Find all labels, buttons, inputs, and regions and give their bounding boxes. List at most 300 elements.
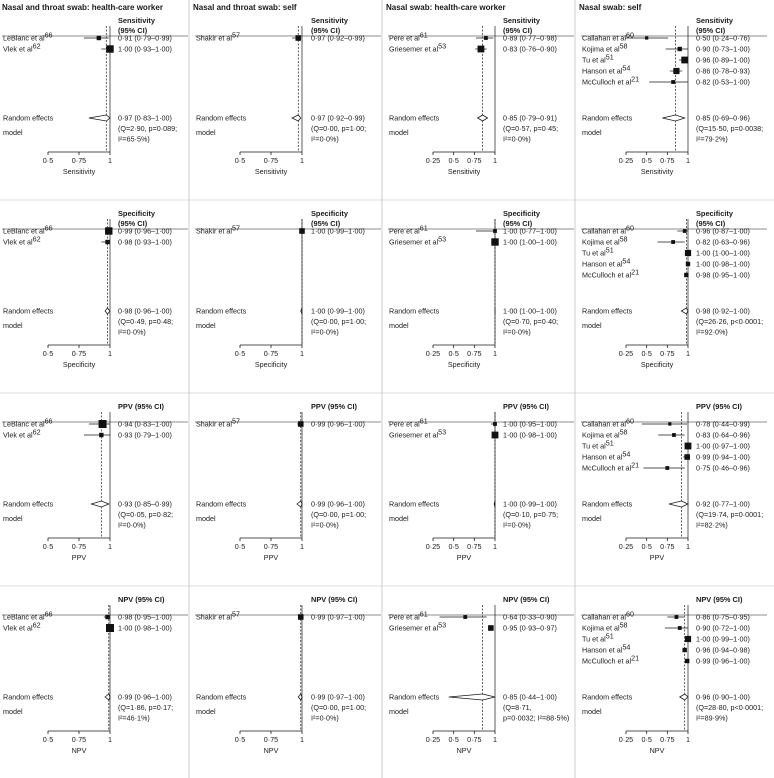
pooled-ci-text: 1·00 (1·00–1·00) (503, 306, 557, 316)
pooled-label: model (582, 707, 602, 716)
x-axis-label: Specificity (447, 360, 481, 369)
study-ref-superscript: 62 (32, 427, 41, 437)
pooled-label: model (582, 128, 602, 137)
study-ref-superscript: 54 (622, 449, 631, 459)
study-ci-text: 0·50 (0·24–0·76) (696, 33, 750, 43)
study-ref-superscript: 51 (605, 245, 614, 255)
metric-header: Specificity (311, 209, 348, 218)
pooled-label: model (196, 707, 216, 716)
study-point-square (493, 422, 497, 426)
study-ci-text: 1·00 (0·95–1·00) (503, 419, 557, 429)
pooled-i2-text: I²=79·2%) (696, 134, 728, 144)
pooled-heterogeneity-text: (Q=1·86, p=0·17; (118, 703, 174, 712)
x-tick-label: 0·75 (71, 735, 87, 744)
study-point-square (97, 36, 101, 40)
x-axis-label: Specificity (640, 360, 674, 369)
study-ci-text: 0·82 (0·53–1·00) (696, 77, 750, 87)
study-ci-text: 0·93 (0·79–1·00) (118, 430, 172, 440)
pooled-label: model (582, 321, 602, 330)
x-tick-label: 1 (300, 735, 304, 744)
study-label: Tu et al51 (582, 438, 614, 451)
x-tick-label: 0·75 (660, 735, 675, 744)
study-point-square (673, 68, 679, 74)
study-point-square (671, 240, 675, 244)
pooled-label: model (3, 707, 23, 716)
x-axis-label: PPV (649, 553, 665, 562)
column-title-n-hcw: Nasal swab: health-care worker (386, 3, 506, 12)
x-axis-label: Sensitivity (640, 167, 674, 176)
metric-header-ci: (95% CI) (503, 219, 533, 228)
study-label: Pere et al61 (389, 30, 428, 43)
study-ci-text: 0·97 (0·92–0·99) (311, 33, 365, 43)
study-ref-superscript: 60 (625, 609, 634, 619)
x-tick-label: 0·5 (42, 542, 54, 551)
study-label: Callahan et al60 (582, 609, 634, 622)
study-label: Hanson et al54 (582, 449, 631, 462)
x-axis-label: NPV (456, 746, 472, 755)
study-ref-superscript: 61 (419, 223, 428, 233)
x-axis-label: NPV (263, 746, 279, 755)
x-tick-label: 0·25 (425, 156, 441, 165)
metric-header: Sensitivity (696, 16, 733, 25)
study-point-square (645, 36, 648, 39)
study-ref-superscript: 61 (419, 416, 428, 426)
pooled-ci-text: 0·99 (0·96–1·00) (118, 692, 172, 702)
x-tick-label: 1 (300, 349, 304, 358)
study-ci-text: 0·94 (0·83–1·00) (118, 419, 172, 429)
x-tick-label: 1 (300, 542, 304, 551)
study-ref-superscript: 54 (622, 642, 631, 652)
metric-header-ci: (95% CI) (503, 26, 533, 35)
pooled-diamond (105, 694, 110, 700)
metric-header: NPV (95% CI) (696, 595, 743, 604)
study-ci-text: 1·00 (1·00–1·00) (696, 248, 750, 258)
study-label: Vlek et al62 (3, 427, 41, 440)
x-tick-label: 0·5 (448, 735, 459, 744)
x-axis-label: Sensitivity (447, 167, 481, 176)
x-axis-label: PPV (456, 553, 472, 562)
pooled-label: Random effects (3, 499, 54, 509)
study-ci-text: 0·99 (0·96–1·00) (311, 419, 365, 429)
study-point-square (681, 57, 688, 64)
study-ci-text: 0·78 (0·44–0·99) (696, 419, 750, 429)
study-label: Kojima et al58 (582, 620, 628, 633)
study-ref-superscript: 51 (605, 52, 614, 62)
study-ref-superscript: 58 (619, 41, 628, 51)
x-tick-label: 0·75 (660, 349, 675, 358)
study-label: Griesemer et al53 (389, 620, 447, 633)
study-ref-superscript: 60 (625, 223, 634, 233)
x-tick-label: 0·75 (467, 349, 482, 358)
study-point-square (685, 443, 692, 450)
pooled-i2-text: I²=0·0%) (311, 520, 339, 530)
x-axis-label: Specificity (254, 360, 288, 369)
study-label: Vlek et al62 (3, 234, 41, 247)
study-label: Griesemer et al53 (389, 234, 447, 247)
x-axis-label: Sensitivity (254, 167, 288, 176)
study-label: Shakir et al57 (196, 609, 240, 622)
pooled-label: Random effects (389, 113, 440, 123)
study-label: Tu et al51 (582, 245, 614, 258)
pooled-i2-text: I²=65·5%) (118, 134, 150, 144)
study-ci-text: 0·75 (0·46–0·96) (696, 463, 750, 473)
pooled-i2-text: I²=0·0%) (311, 327, 339, 337)
pooled-ci-text: 0·92 (0·77–1·00) (696, 499, 750, 509)
study-ci-text: 0·90 (0·72–1·00) (696, 623, 750, 633)
pooled-ci-text: 0·97 (0·83–1·00) (118, 113, 172, 123)
study-label: Hanson et al54 (582, 642, 631, 655)
pooled-label: model (196, 128, 216, 137)
pooled-label: Random effects (389, 306, 440, 316)
study-label: LeBlanc et al66 (3, 416, 53, 429)
metric-header: Sensitivity (118, 16, 155, 25)
study-ref-superscript: 21 (631, 653, 640, 663)
x-tick-label: 0·75 (263, 349, 279, 358)
study-point-square (295, 35, 301, 41)
study-ci-text: 0·82 (0·63–0·96) (696, 237, 750, 247)
pooled-diamond (301, 308, 302, 314)
pooled-label: Random effects (582, 692, 633, 702)
metric-header-ci: (95% CI) (118, 26, 148, 35)
study-ref-superscript: 57 (231, 416, 240, 426)
study-ref-superscript: 58 (619, 620, 628, 630)
pooled-i2-text: I²=0·0%) (503, 520, 531, 530)
x-axis-label: PPV (263, 553, 279, 562)
study-ref-superscript: 62 (32, 41, 41, 51)
x-tick-label: 0·25 (618, 156, 634, 165)
pooled-label: Random effects (3, 692, 54, 702)
study-ci-text: 1·00 (0·98–1·00) (118, 623, 172, 633)
pooled-label: model (3, 321, 23, 330)
x-tick-label: 0·25 (618, 349, 634, 358)
study-point-square (682, 648, 686, 652)
x-axis-label: Specificity (62, 360, 96, 369)
pooled-ci-text: 0·99 (0·97–1·00) (311, 692, 365, 702)
study-ci-text: 0·96 (0·87–1·00) (696, 226, 750, 236)
pooled-label: Random effects (582, 499, 633, 509)
study-ref-superscript: 21 (631, 74, 640, 84)
pooled-label: Random effects (389, 499, 440, 509)
study-point-square (684, 454, 690, 460)
x-tick-label: 0·75 (660, 542, 675, 551)
study-label: McCulloch et al21 (582, 74, 640, 87)
x-tick-label: 0·5 (641, 735, 652, 744)
study-ci-text: 0·96 (0·94–0·98) (696, 645, 750, 655)
study-point-square (678, 47, 682, 51)
x-tick-label: 0·5 (42, 735, 54, 744)
pooled-i2-text: I²=92·0%) (696, 327, 728, 337)
x-tick-label: 0·75 (71, 156, 87, 165)
study-point-square (106, 45, 113, 52)
x-tick-label: 1 (686, 349, 690, 358)
pooled-diamond (494, 501, 495, 507)
x-tick-label: 1 (493, 542, 497, 551)
study-ref-superscript: 66 (44, 416, 53, 426)
x-tick-label: 0·75 (660, 156, 675, 165)
study-ci-text: 0·99 (0·97–1·00) (311, 612, 365, 622)
x-tick-label: 1 (686, 156, 690, 165)
pooled-ci-text: 0·85 (0·44–1·00) (503, 692, 557, 702)
pooled-diamond (297, 501, 302, 507)
pooled-diamond (669, 501, 688, 507)
metric-header: NPV (95% CI) (311, 595, 358, 604)
pooled-i2-text: I²=0·0%) (503, 134, 531, 144)
x-tick-label: 0·75 (467, 542, 482, 551)
study-label: Vlek et al62 (3, 620, 41, 633)
x-tick-label: 0·5 (234, 349, 246, 358)
study-ref-superscript: 58 (619, 427, 628, 437)
pooled-ci-text: 0·85 (0·79–0·91) (503, 113, 557, 123)
study-ref-superscript: 53 (438, 620, 447, 630)
pooled-ci-text: 0·99 (0·96–1·00) (311, 499, 365, 509)
x-tick-label: 1 (108, 542, 112, 551)
x-tick-label: 0·25 (425, 735, 441, 744)
pooled-heterogeneity-text: (Q=26·26, p<0·0001; (696, 317, 764, 326)
pooled-i2-text: I²=0·0%) (311, 134, 339, 144)
study-point-square (665, 466, 669, 470)
x-tick-label: 1 (493, 735, 497, 744)
study-label: LeBlanc et al66 (3, 30, 53, 43)
metric-header: Sensitivity (311, 16, 348, 25)
study-ci-text: 0·83 (0·64–0·96) (696, 430, 750, 440)
pooled-heterogeneity-text: (Q=0·00, p=1·00; (311, 703, 367, 712)
pooled-label: model (389, 707, 409, 716)
pooled-i2-text: I²=0·0%) (503, 327, 531, 337)
study-ref-superscript: 58 (619, 234, 628, 244)
pooled-diamond (681, 308, 688, 314)
study-label: Shakir et al57 (196, 223, 240, 236)
study-ci-text: 1·00 (0·99–1·00) (696, 634, 750, 644)
x-tick-label: 1 (686, 735, 690, 744)
study-ci-text: 0·86 (0·78–0·93) (696, 66, 750, 76)
pooled-label: Random effects (196, 692, 247, 702)
pooled-i2-text: I²=0·0%) (311, 713, 339, 723)
pooled-heterogeneity-text: (Q=0·57, p=0·45; (503, 124, 559, 133)
x-tick-label: 1 (108, 349, 112, 358)
pooled-ci-text: 0·97 (0·92–0·99) (311, 113, 365, 123)
pooled-i2-text: I²=0·0%) (118, 327, 146, 337)
study-ci-text: 0·91 (0·79–0·99) (118, 33, 172, 43)
x-tick-label: 0·5 (641, 349, 652, 358)
study-point-square (678, 626, 682, 630)
study-point-square (685, 636, 691, 642)
pooled-label: model (196, 514, 216, 523)
x-tick-label: 0·5 (42, 349, 54, 358)
study-ref-superscript: 53 (438, 41, 447, 51)
study-ref-superscript: 53 (438, 427, 447, 437)
column-title-nt-self: Nasal and throat swab: self (193, 3, 297, 12)
metric-header: PPV (95% CI) (696, 402, 743, 411)
pooled-i2-text: p=0·0032; I²=88·5%) (503, 713, 570, 723)
pooled-label: Random effects (3, 306, 54, 316)
metric-header: PPV (95% CI) (118, 402, 165, 411)
pooled-heterogeneity-text: (Q=0·00, p=1·00; (311, 510, 367, 519)
pooled-label: Random effects (582, 113, 633, 123)
x-tick-label: 0·75 (467, 156, 482, 165)
study-ref-superscript: 54 (622, 63, 631, 73)
pooled-diamond (105, 308, 110, 314)
x-tick-label: 0·75 (467, 735, 482, 744)
study-label: Tu et al51 (582, 631, 614, 644)
pooled-label: model (389, 514, 409, 523)
study-ref-superscript: 21 (631, 267, 640, 277)
study-ci-text: 1·00 (0·93–1·00) (118, 44, 172, 54)
pooled-label: model (582, 514, 602, 523)
study-point-square (105, 240, 109, 244)
metric-header: Specificity (118, 209, 155, 218)
study-ref-superscript: 61 (419, 609, 428, 619)
metric-header-ci: (95% CI) (311, 26, 341, 35)
study-ci-text: 1·00 (0·98–1·00) (696, 259, 750, 269)
study-label: Kojima et al58 (582, 427, 628, 440)
x-tick-label: 0·5 (448, 349, 459, 358)
metric-header: Sensitivity (503, 16, 540, 25)
study-ci-text: 0·90 (0·73–1·00) (696, 44, 750, 54)
study-ci-text: 0·64 (0·33–0·90) (503, 612, 557, 622)
pooled-diamond (449, 694, 495, 700)
study-point-square (298, 421, 304, 427)
x-tick-label: 1 (493, 156, 497, 165)
pooled-ci-text: 0·85 (0·69–0·96) (696, 113, 750, 123)
study-point-square (672, 433, 676, 437)
x-axis-label: Sensitivity (62, 167, 96, 176)
pooled-label: Random effects (196, 499, 247, 509)
study-ref-superscript: 60 (625, 416, 634, 426)
study-label: Callahan et al60 (582, 30, 634, 43)
study-ci-text: 0·89 (0·77–0·98) (503, 33, 557, 43)
metric-header: PPV (95% CI) (311, 402, 358, 411)
pooled-label: Random effects (3, 113, 54, 123)
study-point-square (684, 273, 688, 277)
pooled-label: model (196, 321, 216, 330)
pooled-ci-text: 1·00 (0·99–1·00) (503, 499, 557, 509)
study-label: Kojima et al58 (582, 41, 628, 54)
study-point-square (492, 432, 499, 439)
study-point-square (491, 238, 498, 245)
column-title-nt-hcw: Nasal and throat swab: health-care worker (2, 3, 163, 12)
x-tick-label: 1 (108, 156, 112, 165)
study-ci-text: 0·83 (0·76–0·90) (503, 44, 557, 54)
study-label: Kojima et al58 (582, 234, 628, 247)
pooled-label: model (389, 321, 409, 330)
x-tick-label: 0·25 (618, 542, 634, 551)
study-point-square (493, 229, 497, 233)
study-label: McCulloch et al21 (582, 460, 640, 473)
x-tick-label: 0·5 (448, 156, 459, 165)
study-label: Tu et al51 (582, 52, 614, 65)
study-label: Pere et al61 (389, 609, 428, 622)
pooled-diamond (680, 694, 688, 700)
pooled-diamond (91, 501, 108, 507)
study-ci-text: 1·00 (0·99–1·00) (311, 226, 365, 236)
study-label: Shakir et al57 (196, 30, 240, 43)
column-title-n-self: Nasal swab: self (579, 3, 642, 12)
x-tick-label: 0·5 (641, 542, 652, 551)
metric-header-ci: (95% CI) (311, 219, 341, 228)
x-tick-label: 0·5 (448, 542, 459, 551)
metric-header: PPV (95% CI) (503, 402, 550, 411)
x-axis-label: NPV (71, 746, 87, 755)
pooled-diamond (662, 115, 684, 121)
x-tick-label: 0·5 (234, 542, 246, 551)
study-label: Griesemer et al53 (389, 41, 447, 54)
pooled-label: Random effects (196, 306, 247, 316)
pooled-label: Random effects (389, 692, 440, 702)
x-tick-label: 0·5 (641, 156, 652, 165)
pooled-diamond (292, 115, 301, 121)
metric-header-ci: (95% CI) (696, 219, 726, 228)
metric-header: NPV (95% CI) (118, 595, 165, 604)
x-tick-label: 0·75 (263, 542, 279, 551)
study-label: Shakir et al57 (196, 416, 240, 429)
study-ci-text: 0·96 (0·89–1·00) (696, 55, 750, 65)
study-ci-text: 0·99 (0·94–1·00) (696, 452, 750, 462)
pooled-ci-text: 0·98 (0·96–1·00) (118, 306, 172, 316)
study-point-square (299, 228, 305, 234)
study-ref-superscript: 66 (44, 30, 53, 40)
x-tick-label: 0·75 (263, 735, 279, 744)
study-point-square (99, 433, 103, 437)
study-point-square (99, 420, 107, 428)
study-ref-superscript: 66 (44, 223, 53, 233)
study-label: Pere et al61 (389, 223, 428, 236)
study-ci-text: 0·95 (0·93–0·97) (503, 623, 557, 633)
study-label: Hanson et al54 (582, 63, 631, 76)
study-ref-superscript: 51 (605, 438, 614, 448)
metric-header: NPV (95% CI) (503, 595, 550, 604)
pooled-ci-text: 0·98 (0·92–1·00) (696, 306, 750, 316)
pooled-heterogeneity-text: (Q=28·80, p<0·0001; (696, 703, 764, 712)
pooled-label: model (389, 128, 409, 137)
pooled-i2-text: I²=89·9%) (696, 713, 728, 723)
study-ci-text: 0·98 (0·95–1·00) (696, 270, 750, 280)
pooled-heterogeneity-text: (Q=0·00, p=1·00; (311, 124, 367, 133)
study-point-square (298, 614, 304, 620)
pooled-heterogeneity-text: (Q=0·00, p=1·00; (311, 317, 367, 326)
pooled-heterogeneity-text: (Q=0·10, p=0·75; (503, 510, 559, 519)
x-tick-label: 0·25 (425, 349, 441, 358)
study-ci-text: 0·98 (0·93–1·00) (118, 237, 172, 247)
study-label: McCulloch et al21 (582, 267, 640, 280)
pooled-ci-text: 0·93 (0·85–0·99) (118, 499, 172, 509)
pooled-ci-text: 0·96 (0·90–1·00) (696, 692, 750, 702)
study-point-square (683, 229, 687, 233)
pooled-heterogeneity-text: (Q=0·70, p=0·40; (503, 317, 559, 326)
pooled-label: model (3, 514, 23, 523)
metric-header: Specificity (696, 209, 733, 218)
study-point-square (668, 422, 671, 425)
pooled-label: Random effects (582, 306, 633, 316)
study-point-square (463, 615, 467, 619)
study-label: Pere et al61 (389, 416, 428, 429)
study-point-square (686, 262, 690, 266)
study-label: Griesemer et al53 (389, 427, 447, 440)
study-point-square (685, 250, 691, 256)
pooled-diamond (89, 115, 110, 121)
pooled-label: Random effects (196, 113, 247, 123)
x-tick-label: 0·25 (425, 542, 441, 551)
study-ci-text: 0·99 (0·96–1·00) (696, 656, 750, 666)
study-ci-text: 1·00 (0·98–1·00) (503, 430, 557, 440)
x-tick-label: 0·75 (263, 156, 279, 165)
pooled-diamond (478, 115, 488, 121)
study-point-square (685, 659, 689, 663)
pooled-diamond (298, 694, 302, 700)
pooled-heterogeneity-text: (Q=19·74, p=0·0001; (696, 510, 764, 519)
study-ref-superscript: 53 (438, 234, 447, 244)
study-ref-superscript: 62 (32, 234, 41, 244)
study-ci-text: 1·00 (0·77–1·00) (503, 226, 557, 236)
